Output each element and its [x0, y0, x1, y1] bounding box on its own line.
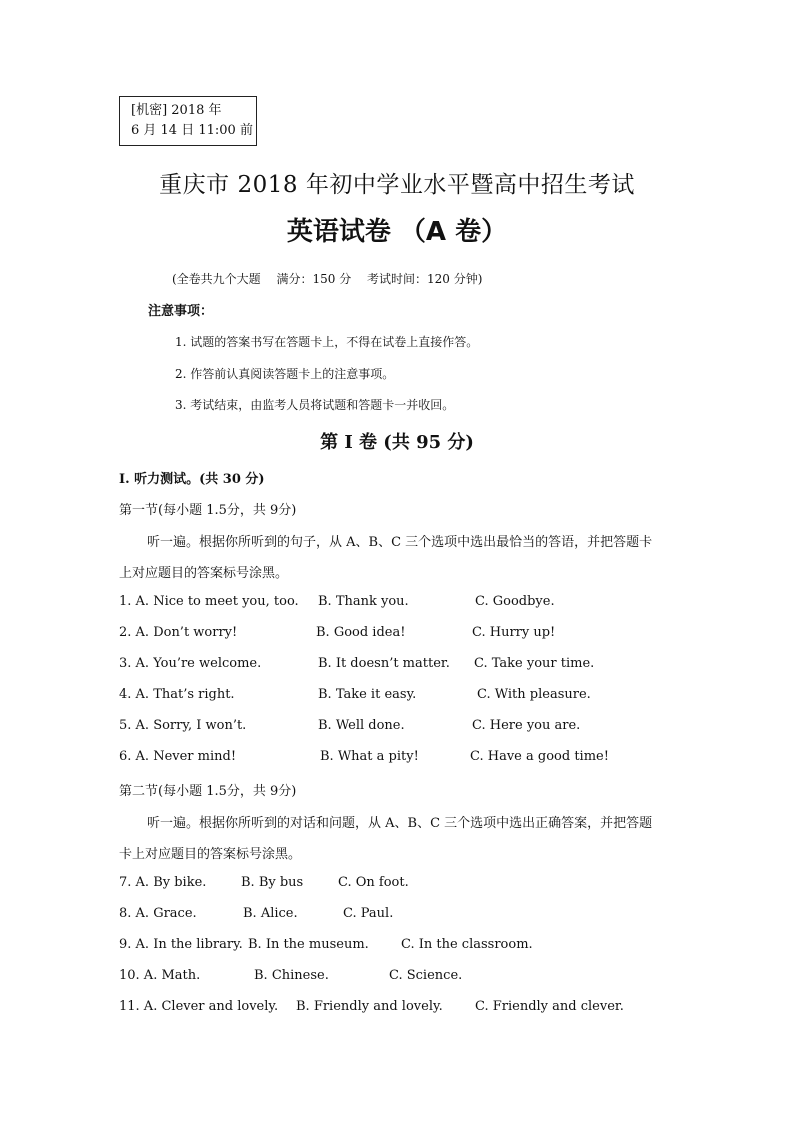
note-item: 1. 试题的答案书写在答题卡上，不得在试卷上直接作答。	[175, 335, 479, 349]
option-b: B. Well done.	[318, 718, 405, 733]
section2-heading: 第二节(每小题 1.5分，共 9分)	[119, 784, 297, 799]
section1-heading: 第一节(每小题 1.5分，共 9分)	[119, 503, 297, 518]
option-b: B. Good idea!	[316, 625, 406, 640]
option-b: B. Friendly and lovely.	[296, 999, 443, 1014]
option-a: 10. A. Math.	[119, 968, 201, 983]
option-c: C. Science.	[389, 968, 463, 983]
confidential-line-1: [机密] 2018 年	[131, 103, 222, 118]
option-a: 8. A. Grace.	[119, 906, 197, 921]
option-a: 1. A. Nice to meet you, too.	[119, 594, 299, 609]
section2-instruction: 听一遍。根据你所听到的对话和问题，从 A、B、C 三个选项中选出正确答案，并把答题	[147, 816, 653, 831]
option-c: C. With pleasure.	[477, 687, 591, 702]
note-item: 3. 考试结束，由监考人员将试题和答题卡一并收回。	[175, 398, 455, 412]
listening-section-heading: I. 听力测试。(共 30 分)	[119, 472, 265, 487]
option-c: C. Friendly and clever.	[475, 999, 624, 1014]
confidential-box	[119, 96, 257, 146]
exam-title: 重庆市 2018 年初中学业水平暨高中招生考试	[159, 172, 635, 198]
option-b: B. Thank you.	[318, 594, 409, 609]
exam-subtitle: 英语试卷 （A 卷）	[286, 217, 508, 247]
section1-instruction-cont: 上对应题目的答案标号涂黑。	[119, 566, 289, 581]
option-b: B. Chinese.	[254, 968, 329, 983]
option-c: C. Goodbye.	[475, 594, 555, 609]
notes-title: 注意事项：	[148, 304, 214, 319]
option-b: B. It doesn’t matter.	[318, 656, 450, 671]
option-a: 6. A. Never mind!	[119, 749, 237, 764]
confidential-line-2: 6 月 14 日 11:00 前	[131, 123, 253, 138]
section1-instruction: 听一遍。根据你所听到的句子，从 A、B、C 三个选项中选出最恰当的答语，并把答题卡	[147, 535, 653, 550]
note-item: 2. 作答前认真阅读答题卡上的注意事项。	[175, 367, 395, 381]
option-a: 3. A. You’re welcome.	[119, 656, 262, 671]
option-c: C. In the classroom.	[401, 937, 533, 952]
option-b: B. By bus	[241, 875, 304, 890]
option-c: C. Take your time.	[474, 656, 595, 671]
option-a: 5. A. Sorry, I won’t.	[119, 718, 247, 733]
option-c: C. Paul.	[343, 906, 394, 921]
option-a: 7. A. By bike.	[119, 875, 207, 890]
part-title: 第 I 卷 (共 95 分)	[320, 432, 474, 453]
option-c: C. Here you are.	[472, 718, 581, 733]
option-b: B. In the museum.	[248, 937, 369, 952]
option-a: 11. A. Clever and lovely.	[119, 999, 279, 1014]
option-c: C. On foot.	[338, 875, 409, 890]
option-a: 9. A. In the library.	[119, 937, 243, 952]
option-b: B. Alice.	[243, 906, 298, 921]
option-a: 2. A. Don’t worry!	[119, 625, 238, 640]
section2-instruction-cont: 卡上对应题目的答案标号涂黑。	[119, 847, 302, 862]
option-c: C. Hurry up!	[472, 625, 556, 640]
option-a: 4. A. That’s right.	[119, 687, 235, 702]
exam-info: (全卷共九个大题 满分：150 分 考试时间：120 分钟)	[172, 272, 483, 286]
option-b: B. Take it easy.	[318, 687, 417, 702]
option-b: B. What a pity!	[320, 749, 419, 764]
option-c: C. Have a good time!	[470, 749, 609, 764]
